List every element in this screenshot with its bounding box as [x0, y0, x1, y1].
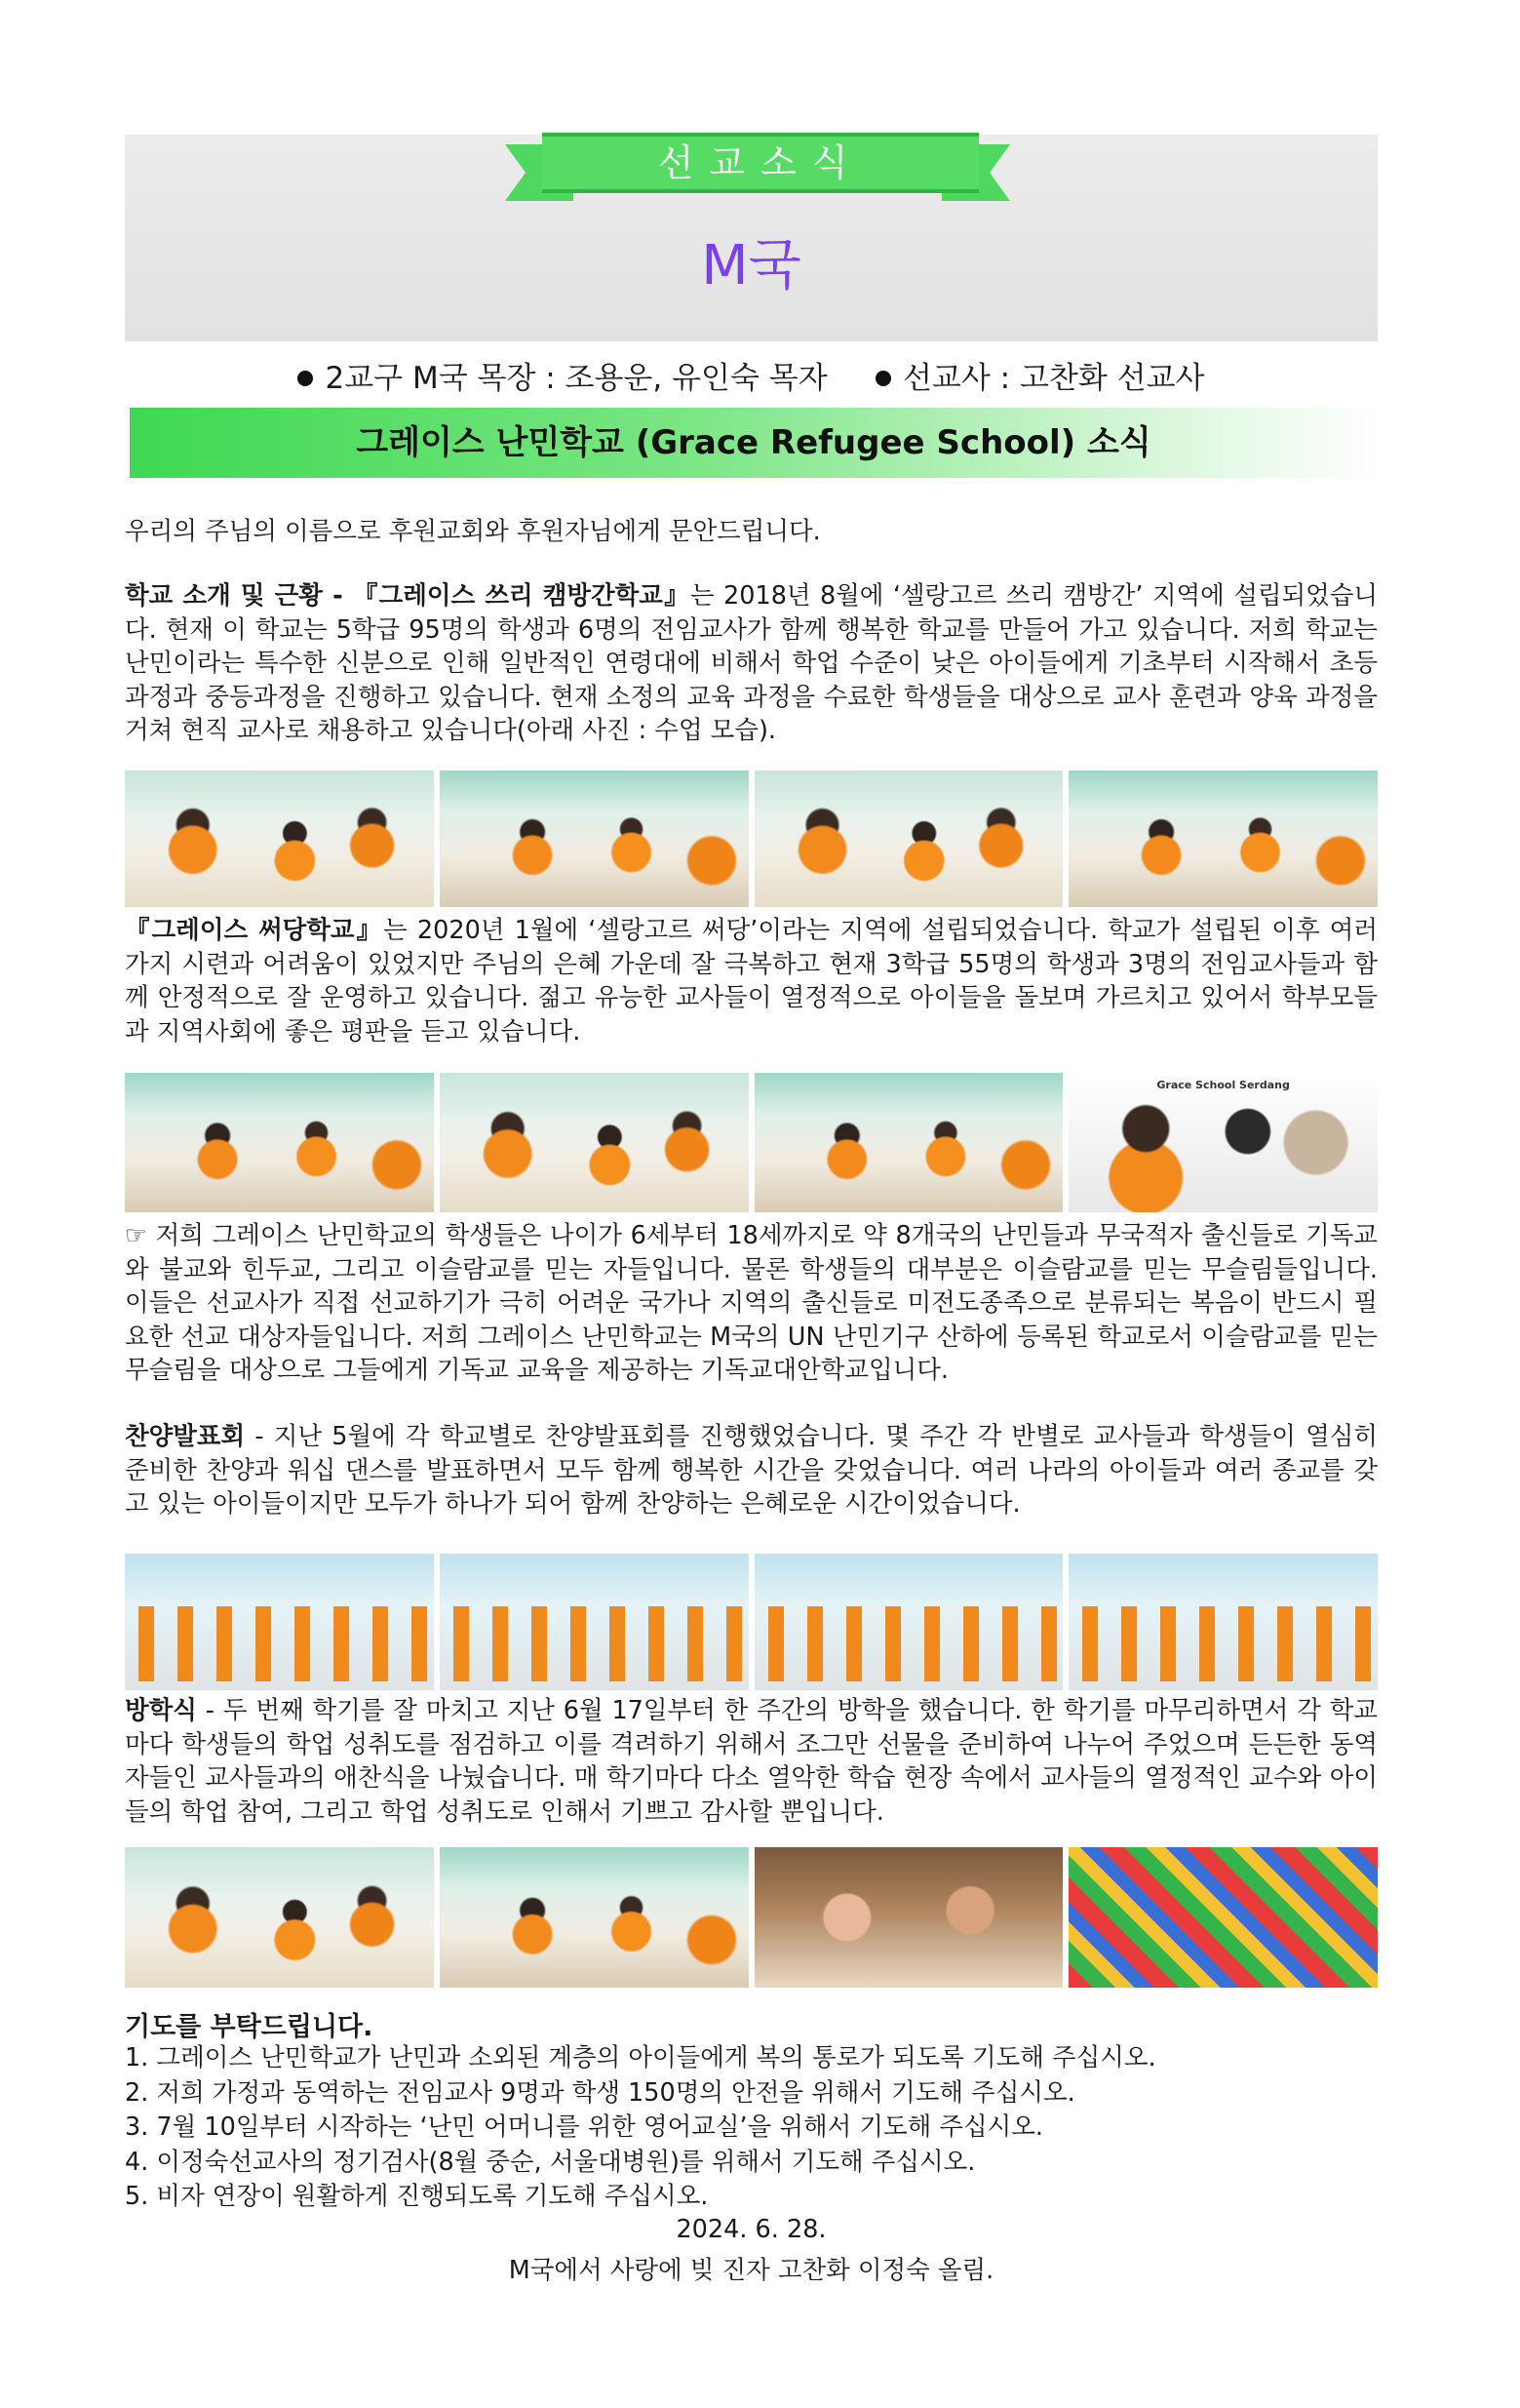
seodang-paragraph — [125, 914, 1378, 1048]
missionary-info: 선교사 : 고찬화 선교사 — [902, 361, 1205, 396]
teachers-meal-photo — [755, 1847, 1064, 1988]
students-body: 저희 그레이스 난민학교의 학생들은 나이가 6세부터 18세까지로 약 8개국의 난민들과 무국적자 출신들로 기독교와 불교와 힌두교, 그리고 이슬람교를 믿는 자들입니다. 물론 학생들의 대부분은 이슬람교를 믿는 무슬림들입니다. 이들은 선교사가 직접 선교하기가 극히 어려운 국가나 지역의 출신들로 미전도종족으로 분류되는 복음이 반드시 필요한 선교 대상자들입니다. 저희 그레이스 난민학교는 M국의 UN 난민기구 산하에 등록된 학교로서 이슬람교를 믿는 무슬림을 대상으로 그들에게 기독교 교육을 제공하는 기독교대안학교입니다. — [125, 1221, 1378, 1385]
vacation-body: - 두 번째 학기를 잘 마치고 지난 6월 17일부터 한 주간의 방학을 했습니다. 한 학기를 마무리하면서 각 학교마다 학생들의 학업 성취도를 점검하고 이를 격려하기 위해서 조그만 선물을 준비하여 나누어 주었으며 든든한 동역자들인 교사들과의 애찬식을 나눴습니다. 매 학기마다 다소 열악한 학습 현장 속에서 교사들의 열정적인 교수와 아이들의 학업 참여, 그리고 학업 성취도로 인해서 기쁘고 감사할 뿐입니다. — [125, 1696, 1378, 1827]
pointing-hand-icon: ☞ — [125, 1221, 147, 1250]
classroom-photo — [755, 770, 1064, 907]
prayer-item: 1. 그레이스 난민학교가 난민과 소외된 계층의 아이들에게 복의 통로가 되도록 기도해 주십시오. — [125, 2043, 1156, 2072]
signature-name: M국에서 사랑에 빚 진자 고찬화 이정숙 올림. — [508, 2256, 994, 2285]
staff-portrait-photo — [1069, 1073, 1378, 1212]
pastor-info: 2교구 M국 목장 : 조용운, 유인숙 목자 — [325, 361, 828, 396]
country-title: M국 — [701, 234, 801, 297]
classroom-photo — [1069, 770, 1378, 907]
photo-row-classroom-2 — [125, 1073, 1378, 1212]
prayer-title: 기도를 부탁드립니다. — [125, 2012, 373, 2042]
choir-photo — [440, 1554, 749, 1690]
students-paragraph — [125, 1219, 1378, 1388]
intro-lead: 학교 소개 및 근황 - 『그레이스 쓰리 캠방간학교』 — [125, 581, 690, 611]
classroom-photo — [440, 770, 749, 907]
intro-paragraph — [125, 579, 1378, 748]
photo-row-classroom-1 — [125, 770, 1378, 907]
bullet-icon — [876, 371, 891, 386]
seodang-lead: 『그레이스 써당학교』 — [125, 916, 384, 945]
bullet-icon — [297, 371, 313, 386]
seodang-body: 는 2020년 1월에 ‘셀랑고르 써당’이라는 지역에 설립되었습니다. 학교가 설립된 이후 여러 가지 시련과 어려움이 있었지만 주님의 은혜 가운데 잘 극복하고 현재 3학급 55명의 학생과 3명의 전임교사들과 함께 안정적으로 잘 운영하고 있습니다. 젊고 유능한 교사들이 열정적으로 아이들을 돌보며 가르치고 있어서 학부모들과 지역사회에 좋은 평판을 듣고 있습니다. — [125, 916, 1378, 1046]
school-banner-title: 그레이스 난민학교 (Grace Refugee School) 소식 — [356, 423, 1151, 462]
prayer-list — [125, 2041, 1378, 2215]
vacation-paragraph — [125, 1694, 1378, 1829]
prayer-item: 5. 비자 연장이 원활하게 진행되도록 기도해 주십시오. — [125, 2182, 709, 2211]
praise-lead: 찬양발표회 — [125, 1422, 246, 1451]
vacation-lead: 방학식 — [125, 1696, 197, 1725]
section-ribbon-label: 선교소식 — [657, 141, 864, 184]
school-sign: Grace School Serdang — [1156, 1079, 1290, 1091]
classroom-photo — [125, 1073, 434, 1212]
classroom-photo — [755, 1073, 1064, 1212]
exam-photo — [440, 1847, 749, 1988]
prayer-item: 3. 7월 10일부터 시작하는 ‘난민 어머니를 위한 영어교실’을 위해서 기도해 주십시오. — [125, 2112, 1044, 2142]
photo-row-vacation — [125, 1847, 1378, 1988]
prayer-item: 4. 이정숙선교사의 정기검사(8월 중순, 서울대병원)를 위해서 기도해 주십시오. — [125, 2147, 976, 2177]
prayer-item: 2. 저희 가정과 동역하는 전임교사 9명과 학생 150명의 안전을 위해서 기도해 주십시오. — [125, 2077, 1075, 2108]
classroom-photo — [440, 1073, 749, 1212]
choir-photo — [755, 1554, 1064, 1690]
choir-photo — [125, 1554, 434, 1690]
praise-paragraph — [125, 1420, 1378, 1521]
signature-date: 2024. 6. 28. — [676, 2215, 827, 2244]
classroom-photo — [125, 770, 434, 907]
praise-body: - 지난 5월에 각 학교별로 찬양발표회를 진행했었습니다. 몇 주간 각 반별로 교사들과 학생들이 열심히 준비한 찬양과 워십 댄스를 발표하면서 모두 함께 행복한 시간을 갖었습니다. 여러 나라의 아이들과 여러 종교를 갖고 있는 아이들이지만 모두가 하나가 되어 함께 찬양하는 은혜로운 시간이었습니다. — [125, 1422, 1378, 1519]
photo-row-choir — [125, 1554, 1378, 1690]
exam-photo — [125, 1847, 434, 1988]
meta-line — [125, 353, 1378, 397]
intro-body: 는 2018년 8월에 ‘셀랑고르 쓰리 캠방간’ 지역에 설립되었습니다. 현재 이 학교는 5학급 95명의 학생과 6명의 전임교사가 함께 행복한 학교를 만들어 가고 있습니다. 저희 학교는 난민이라는 특수한 신분으로 인해 일반적인 연령대에 비해서 학업 수준이 낮은 아이들에게 기초부터 시작해서 초등과정과 중등과정을 진행하고 있습니다. 현재 소정의 교육 과정을 수료한 학생들을 대상으로 교사 훈련과 양육 과정을 거쳐 현직 교사로 채용하고 있습니다(아래 사진 : 수업 모습). — [125, 581, 1379, 745]
greeting: 우리의 주님의 이름으로 후원교회와 후원자님에게 문안드립니다. — [125, 517, 821, 546]
gifts-photo — [1069, 1847, 1378, 1988]
choir-photo — [1069, 1554, 1378, 1690]
